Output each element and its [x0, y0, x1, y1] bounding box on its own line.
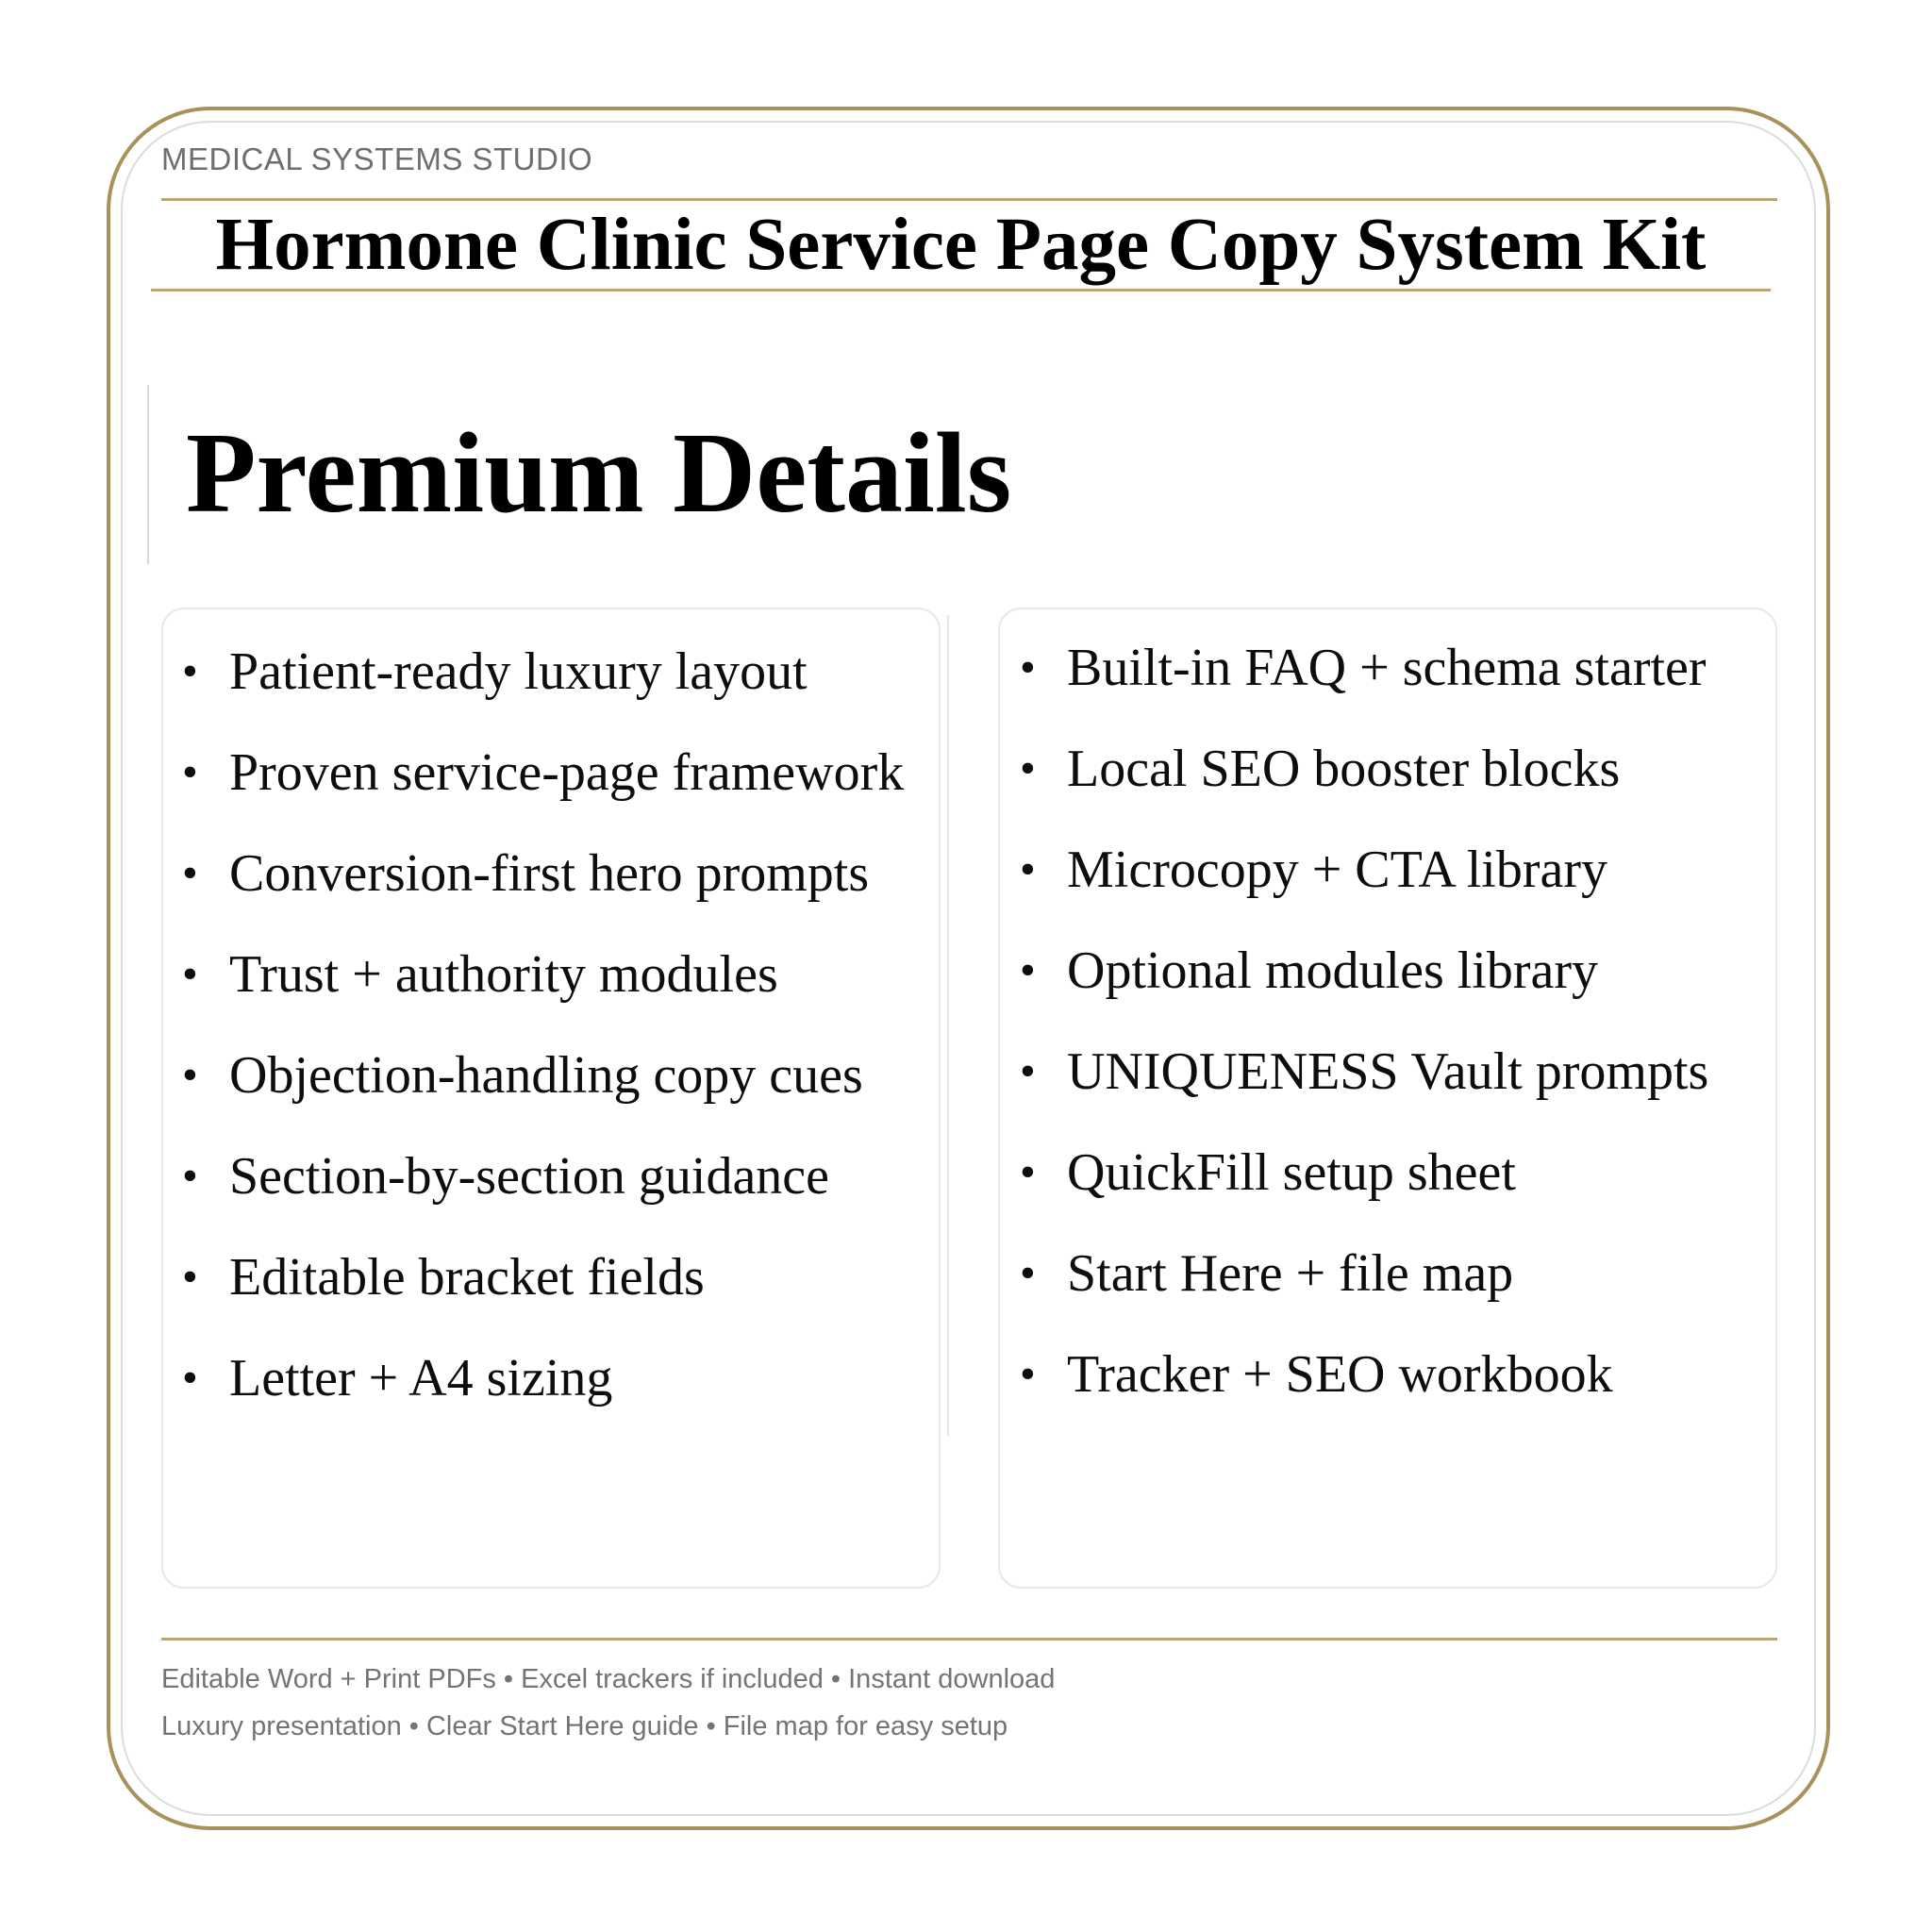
footer-line-1: Editable Word + Print PDFs • Excel trackers if included • Instant download: [161, 1664, 1056, 1694]
list-item: [1020, 1223, 1708, 1324]
bullet-icon: •: [182, 1150, 198, 1201]
bullet-icon: •: [1020, 1146, 1036, 1197]
feature-list-left: [182, 621, 904, 1428]
list-item: [1020, 617, 1708, 718]
brand-name: MEDICAL SYSTEMS STUDIO: [161, 142, 593, 176]
feature-label: Built-in FAQ + schema starter: [1067, 638, 1707, 697]
bullet-icon: •: [182, 847, 198, 898]
bullet-icon: •: [182, 1049, 198, 1100]
bullet-icon: •: [1020, 944, 1036, 995]
section-title: Premium Details: [186, 409, 1012, 537]
list-item: [1020, 1324, 1708, 1424]
bullet-icon: •: [182, 746, 198, 797]
bullet-icon: •: [1020, 742, 1036, 793]
feature-label: Start Here + file map: [1067, 1243, 1514, 1303]
feature-label: Patient-ready luxury layout: [229, 641, 808, 701]
bullet-icon: •: [1020, 843, 1036, 894]
feature-label: Proven service-page framework: [229, 742, 905, 802]
feature-label: Local SEO booster blocks: [1067, 739, 1621, 798]
footer-rule: [161, 1638, 1777, 1641]
bullet-icon: •: [182, 948, 198, 999]
header-rule-bottom: [151, 289, 1771, 291]
list-item: [182, 1327, 904, 1428]
list-item: [1020, 819, 1708, 920]
feature-label: Conversion-first hero prompts: [229, 843, 870, 903]
feature-label: Tracker + SEO workbook: [1067, 1344, 1613, 1404]
bullet-icon: •: [182, 645, 198, 696]
feature-label: Trust + authority modules: [229, 944, 778, 1004]
section-accent-bar: [147, 385, 149, 564]
feature-label: Objection-handling copy cues: [229, 1045, 863, 1105]
feature-label: QuickFill setup sheet: [1067, 1142, 1516, 1202]
list-item: [182, 621, 904, 722]
bullet-icon: •: [1020, 641, 1036, 692]
bullet-icon: •: [1020, 1247, 1036, 1298]
feature-label: Letter + A4 sizing: [229, 1348, 613, 1407]
feature-label: UNIQUENESS Vault prompts: [1067, 1041, 1709, 1101]
bullet-icon: •: [182, 1352, 198, 1403]
feature-label: Section-by-section guidance: [229, 1146, 830, 1206]
feature-list-right: [1020, 617, 1708, 1424]
list-item: [1020, 1021, 1708, 1122]
list-item: [1020, 920, 1708, 1021]
feature-label: Microcopy + CTA library: [1067, 840, 1607, 899]
card-divider: [947, 615, 949, 1436]
list-item: [182, 924, 904, 1024]
list-item: [1020, 718, 1708, 819]
bullet-icon: •: [1020, 1348, 1036, 1399]
footer-line-2: Luxury presentation • Clear Start Here guide • File map for easy setup: [161, 1711, 1008, 1741]
list-item: [182, 1125, 904, 1226]
list-item: [182, 823, 904, 924]
bullet-icon: •: [1020, 1045, 1036, 1096]
feature-label: Optional modules library: [1067, 941, 1599, 1000]
list-item: [182, 1024, 904, 1125]
kit-title: Hormone Clinic Service Page Copy System Kit: [215, 203, 1707, 286]
list-item: [182, 722, 904, 823]
bullet-icon: •: [182, 1251, 198, 1302]
list-item: [1020, 1122, 1708, 1223]
list-item: [182, 1226, 904, 1327]
feature-label: Editable bracket fields: [229, 1247, 705, 1307]
